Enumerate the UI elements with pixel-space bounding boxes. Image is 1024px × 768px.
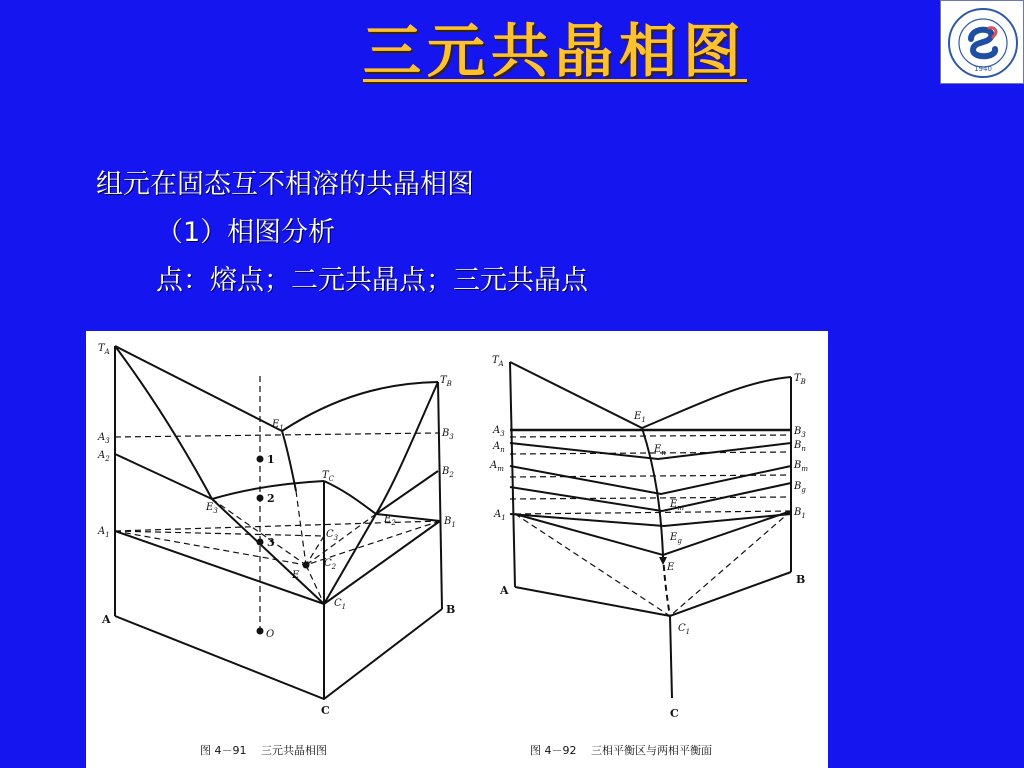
svg-text:C: C <box>670 707 679 720</box>
right-figure-caption: 图 4－92 三相平衡区与两相平衡面 <box>530 744 712 757</box>
svg-text:A: A <box>102 613 111 626</box>
university-logo-icon <box>941 1 1024 85</box>
svg-text:B1: $B_1$ <box>444 516 456 529</box>
university-logo <box>940 0 1024 84</box>
svg-text:C: C <box>321 704 330 717</box>
svg-text:B1: $B_1$ <box>794 507 806 520</box>
svg-text:E1: $E_1$ <box>272 419 284 432</box>
svg-text:E1: $E_1$ <box>634 411 646 424</box>
svg-text:E2: $E_2$ <box>384 514 396 527</box>
svg-text:O: O <box>266 629 275 640</box>
text-line-3: 点：熔点；二元共晶点；三元共晶点 <box>156 265 588 296</box>
svg-text:A: A <box>500 584 509 597</box>
slide-title: 三元共晶相图 <box>362 17 747 85</box>
svg-text:En: $E_n$ <box>654 444 666 457</box>
text-line-2: （1）相图分析 <box>156 217 336 248</box>
svg-text:B: B <box>796 573 806 586</box>
svg-text:A3: $A_3$ <box>493 425 505 438</box>
three-phase-region-diagram <box>510 362 791 698</box>
svg-text:Bm: $B_m$ <box>794 460 808 473</box>
svg-text:E3: $E_3$ <box>206 502 218 515</box>
svg-text:TA: $T_A$ <box>492 355 504 368</box>
text-line-1: 组元在固态互不相溶的共晶相图 <box>96 169 474 200</box>
svg-text:1: 1 <box>267 453 275 466</box>
svg-text:B3: $B_3$ <box>794 426 806 439</box>
svg-text:2: 2 <box>267 492 275 505</box>
svg-text:B2: $B_2$ <box>442 466 454 479</box>
svg-text:B: B <box>446 603 456 616</box>
svg-text:E: E <box>292 570 300 581</box>
svg-text:B3: $B_3$ <box>442 428 454 441</box>
svg-text:Bn: $B_n$ <box>794 440 806 453</box>
svg-text:C2: $C_2$ <box>324 558 337 571</box>
svg-text:A1: $A_1$ <box>494 509 506 522</box>
svg-text:A1: $A_1$ <box>98 526 110 539</box>
phase-diagram-figure <box>86 331 828 768</box>
svg-text:E: E <box>667 562 675 573</box>
svg-text:TB: $T_B$ <box>794 373 806 386</box>
svg-text:TA: $T_A$ <box>98 343 110 356</box>
svg-text:Eg: $E_g$ <box>670 532 682 545</box>
svg-text:C3: $C_3$ <box>326 529 339 542</box>
svg-text:An: $A_n$ <box>493 441 505 454</box>
svg-text:A2: $A_2$ <box>98 450 110 463</box>
left-figure-caption: 图 4－91 三元共晶相图 <box>200 744 327 757</box>
svg-text:C1: $C_1$ <box>678 623 691 636</box>
svg-text:3: 3 <box>267 536 275 549</box>
svg-text:Bg: $B_g$ <box>794 481 806 494</box>
svg-text:TC: $T_C$ <box>322 470 335 483</box>
svg-text:Am: $A_m$ <box>490 460 504 473</box>
svg-text:A3: $A_3$ <box>98 432 110 445</box>
svg-text:Em: $E_m$ <box>670 499 684 512</box>
svg-text:TB: $T_B$ <box>440 375 452 388</box>
logo-year: 1940 <box>974 65 992 73</box>
svg-text:C1: $C_1$ <box>334 598 347 611</box>
